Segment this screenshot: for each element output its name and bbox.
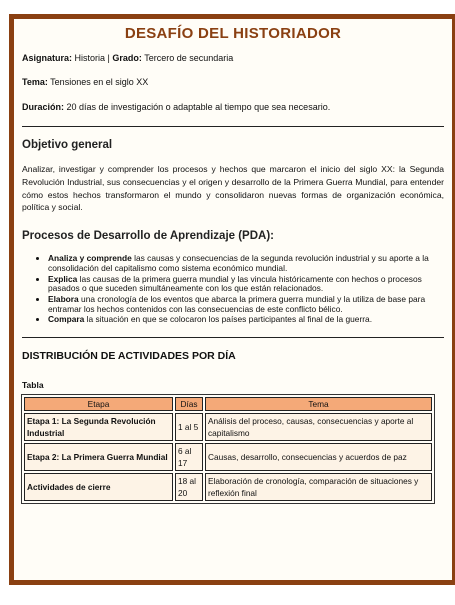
cell-etapa: Actividades de cierre	[24, 473, 173, 501]
activities-table	[21, 394, 435, 504]
pda-text: una cronología de los eventos que abarca la primera guerra mundial y la utiliza de base para entramar los hechos contenidos con las consecuencias de este conflicto bélico.	[48, 293, 426, 314]
duracion-value: 20 días de investigación o adaptable al tiempo que sea necesario.	[64, 101, 331, 112]
cell-dias: 1 al 5	[175, 413, 203, 441]
objetivo-heading: Objetivo general	[22, 138, 113, 151]
column-header-dias: Días	[175, 397, 203, 411]
divider	[22, 126, 444, 127]
document-frame	[9, 14, 455, 585]
distribucion-heading: DISTRIBUCIÓN DE ACTIVIDADES POR DÍA	[22, 349, 236, 362]
cell-dias: 18 al 20	[175, 473, 203, 501]
table-row	[24, 473, 432, 501]
meta-tema	[22, 77, 444, 88]
cell-etapa: Etapa 1: La Segunda Revolución Industrial	[24, 413, 173, 441]
table-label: Tabla	[22, 379, 44, 390]
pda-heading: Procesos de Desarrollo de Aprendizaje (PDA):	[22, 230, 275, 243]
divider	[22, 337, 444, 338]
meta-asignatura	[22, 53, 444, 64]
pda-verb: Compara	[48, 314, 85, 325]
pda-text: la situación en que se colocaron los países participantes al final de la guerra.	[84, 314, 373, 325]
pda-list	[22, 254, 444, 325]
pda-verb: Analiza y comprende	[48, 253, 132, 264]
pda-verb: Elabora	[48, 293, 79, 304]
cell-tema: Análisis del proceso, causas, consecuencias y aporte al capitalismo	[205, 413, 432, 441]
cell-dias: 6 al 17	[175, 443, 203, 471]
objetivo-text: Analizar, investigar y comprender los procesos y hechos que marcaron el inicio del siglo XX: la Segunda Revolución Industrial, sus consecuencias y el origen y desarrollo de la Primera Guerra Mundial, para entender cómo estos hechos transformaron el mundo y consolidaron nuevas formas de organización económica, política y social.	[22, 163, 444, 213]
cell-etapa: Etapa 2: La Primera Guerra Mundial	[24, 443, 173, 471]
document-title: DESAFÍO DEL HISTORIADOR	[124, 25, 342, 42]
pda-text: las causas de la primera guerra mundial y las vincula históricamente con hechos o procesos pasados o que suceden simultáneamente con los que están relacionados.	[48, 273, 422, 294]
tema-label: Tema:	[22, 77, 48, 88]
tema-value: Tensiones en el siglo XX	[47, 77, 149, 88]
pda-item	[48, 315, 444, 325]
grado-value: Tercero de secundaria	[141, 53, 234, 63]
pda-item	[48, 295, 444, 314]
meta-duracion	[22, 102, 444, 113]
column-header-tema: Tema	[205, 397, 432, 411]
cell-tema: Causas, desarrollo, consecuencias y acuerdos de paz	[205, 443, 432, 471]
pda-item	[48, 275, 444, 294]
duracion-label: Duración:	[22, 101, 65, 112]
table-row	[24, 443, 432, 471]
asignatura-label: Asignatura:	[22, 53, 73, 63]
table-header-row	[24, 397, 432, 411]
pda-text: las causas y consecuencias de la segunda revolución industrial y su aporte a la consolidación del capitalismo como sistema económico mundial.	[48, 253, 429, 273]
column-header-etapa: Etapa	[24, 397, 173, 411]
table-row	[24, 413, 432, 441]
pda-item	[48, 254, 444, 273]
grado-label: Grado:	[112, 53, 142, 63]
cell-tema: Elaboración de cronología, comparación de situaciones y reflexión final	[205, 473, 432, 501]
asignatura-value: Historia |	[72, 53, 113, 63]
pda-verb: Explica	[48, 273, 78, 284]
